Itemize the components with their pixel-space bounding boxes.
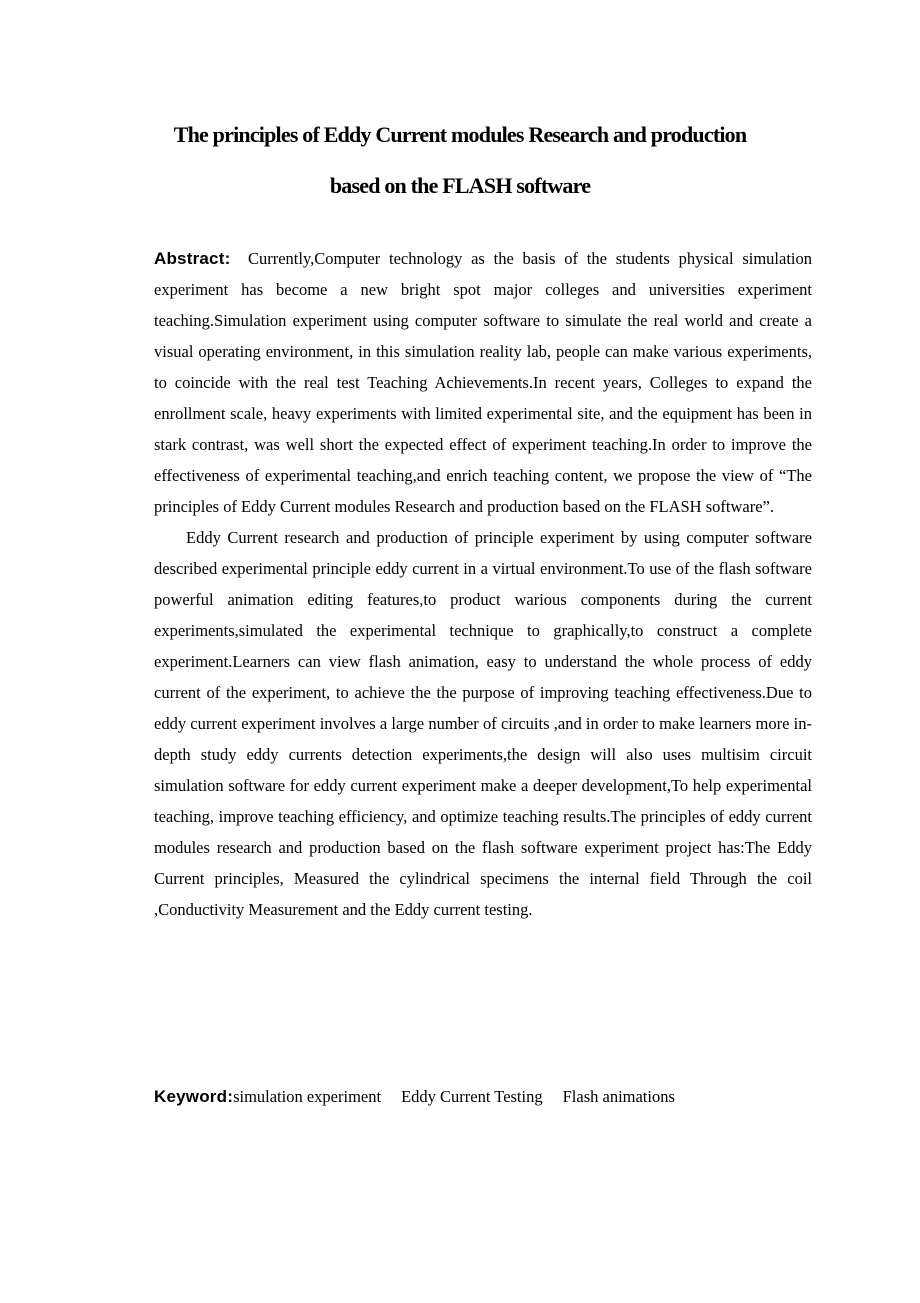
- abstract-paragraph-2: Eddy Current research and production of principle experiment by using computer software described experimental principle eddy current in a virtual environment.To use of the flash software powerful animation editing features,to product warious components during the current experiments,simulated the experimental technique to graphically,to construct a complete experiment.Learners can view flash animation, easy to understand the whole process of eddy current of the experiment, to achieve the the purpose of improving teaching effectiveness.Due to eddy current experiment involves a large number of circuits ,and in order to make learners more in-depth study eddy currents detection experiments,the design will also uses multisim circuit simulation software for eddy current experiment make a deeper development,To help experimental teaching, improve teaching efficiency, and optimize teaching results.The principles of eddy current modules research and production based on the flash software experiment project has:The Eddy Current principles, Measured the cylindrical specimens the internal field Through the coil ,Conductivity Measurement and the Eddy current testing.: [154, 528, 812, 919]
- keyword-item: Flash animations: [562, 1087, 675, 1106]
- title-line-2: based on the FLASH software: [329, 173, 591, 198]
- keyword-label: Keyword:: [154, 1087, 234, 1106]
- title-line-1: The principles of Eddy Current modules Research and production: [173, 122, 747, 147]
- abstract-section: [154, 243, 812, 925]
- abstract-paragraph-1: [154, 243, 812, 522]
- abstract-paragraph-1-text: Currently,Computer technology as the basis of the students physical simulation experiment has become a new bright spot major colleges and universities experiment teaching.Simulation experiment using computer software to simulate the real world and create a visual operating environment, in this simulation reality lab, people can make various experiments, to coincide with the real test Teaching Achievements.In recent years, Colleges to expand the enrollment scale, heavy experiments with limited experimental site, and the equipment has been in stark contrast, was well short the expected effect of experiment teaching.In order to improve the effectiveness of experimental teaching,and enrich teaching content, we propose the view of “The principles of Eddy Current modules Research and production based on the FLASH software”.: [154, 249, 812, 516]
- keywords-line: [154, 1081, 812, 1112]
- keyword-item: simulation experiment: [233, 1087, 382, 1106]
- abstract-label: Abstract:: [154, 249, 231, 268]
- keyword-item: Eddy Current Testing: [401, 1087, 543, 1106]
